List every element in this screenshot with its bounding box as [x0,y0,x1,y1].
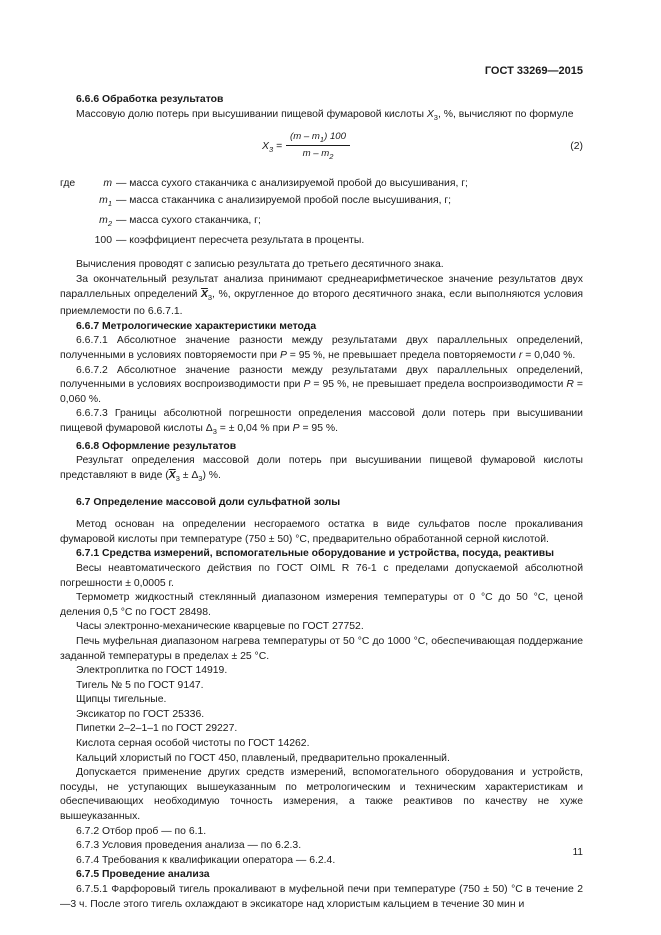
document-id: ГОСТ 33269—2015 [484,65,583,77]
formula-number: (2) [570,141,583,153]
formula-fraction [286,131,350,161]
list-item: Электроплитка по ГОСТ 14919. [76,665,228,677]
list-item: Эксикатор по ГОСТ 25336. [76,708,205,720]
paragraph: 6.6.7.3 Границы абсолютной погрешности определения массовой доли потерь при высушивании пищевой фумаровой кислоты $\Delta_3$ = ± 0,04 % при P = 95 %. [60,408,583,437]
formula-denominator: m – $m_2$ [302,148,334,162]
section-title-6-7-5: 6.7.5 Проведение анализа [76,869,210,881]
page-content [60,93,583,912]
paragraph: 6.6.7.2 Абсолютное значение разности между результатами двух параллельных определений, полученными в условиях воспроизводимости при P = 95 %, не превышает предела воспроизводимости R = 0,060 %. [60,364,583,405]
definition-symbol: $m_2$ [99,215,112,229]
section-title-6-6-6: 6.6.6 Обработка результатов [76,94,224,105]
section-6-7-2: 6.7.2 Отбор проб — по 6.1. [76,825,207,837]
paragraph: Массовую долю потерь при высушивании пищевой фумаровой кислоты $X_3$, %, вычисляют по формуле [76,108,574,122]
list-item: Пипетки 2–2–1–1 по ГОСТ 29227. [76,723,238,735]
section-title-6-7-1: 6.7.1 Средства измерений, вспомогательные оборудование и устройства, посуда, реактивы [76,548,554,560]
paragraph: Метод основан на определении несгораемого остатка в виде сульфатов после прокаливания фумаровой кислоты при температуре (750 ± 50) °С, предварительно обработанной серной кислотой. [60,519,583,545]
definition-symbol: m [103,178,112,190]
list-item: Тигель № 5 по ГОСТ 9147. [76,679,204,691]
definition-row [60,232,583,249]
definition-text: — масса стаканчика с анализируемой пробой после высушивания, г; [116,195,452,207]
paragraph: Вычисления проводят с записью результата до третьего десятичного знака. [76,259,444,271]
paragraph: За окончательный результат анализа принимают среднеарифметическое значение результатов двух параллельных определений $\overline{X}_3$, %, округленное до второго десятичного знака, если выполняются условия приемлемости по 6.6.7.1. [60,274,583,318]
formula-2 [60,127,583,173]
list-item: Печь муфельная диапазоном нагрева температуры от 50 °С до 1000 °С, обеспечивающая поддержание заданной температуры в пределах ± 25 °С. [60,635,583,662]
definition-text: — масса сухого стаканчика с анализируемой пробой до высушивания, г; [116,178,468,190]
definition-text: — коэффициент пересчета результата в проценты. [116,235,365,247]
list-item: Термометр жидкостный стеклянный диапазоном измерения температуры от 0 °С до 50 °С, ценой деления 0,5 °С по ГОСТ 28498. [60,592,583,618]
section-title-6-6-8: 6.6.8 Оформление результатов [76,440,237,452]
definition-row [60,192,583,212]
page-number: 11 [572,847,583,858]
where-label: где [60,178,76,190]
list-item: Кальций хлористый по ГОСТ 450, плавленый, предварительно прокаленный. [76,752,450,764]
section-title-6-6-7: 6.6.7 Метрологические характеристики метода [76,320,317,332]
variable-definitions [60,175,583,249]
definition-symbol: 100 [94,235,112,247]
formula-lhs: $X_3$ = [262,141,283,155]
paragraph: Результат определения массовой доли потерь при высушивании пищевой фумаровой кислоты представляют в виде $(\overline{X}_3 \pm \Delta_3)$ %. [60,455,583,483]
list-item: Кислота серная особой чистоты по ГОСТ 14262. [76,738,310,750]
section-title-6-7: 6.7 Определение массовой доли сульфатной золы [76,496,341,508]
list-item: Щипцы тигельные. [76,694,167,706]
definition-row [60,212,583,232]
list-item: Весы неавтоматического действия по ГОСТ OIML R 76-1 с пределами допускаемой абсолютной погрешности ± 0,0005 г. [60,562,583,589]
paragraph: 6.6.7.1 Абсолютное значение разности между результатами двух параллельных определений, полученными в условиях повторяемости при P = 95 %, не превышает предела повторяемости r = 0,040 %. [60,335,583,362]
definition-symbol: $m_1$ [99,195,112,209]
definition-text: — масса сухого стаканчика, г; [116,215,261,227]
section-6-7-4: 6.7.4 Требования к квалификации оператора — 6.2.4. [76,854,336,866]
list-item: Допускается применение других средств измерений, вспомогательного оборудования и устройств, посуды, не уступающих вышеуказанным по метрологическим и техническим характеристикам и обеспечивающих необходимую точность измерения, а также реактивов по качеству не хуже вышеуказанных. [60,767,583,823]
section-6-7-3: 6.7.3 Условия проведения анализа — по 6.2.3. [76,840,302,852]
formula-numerator: $(m - m_1)$ 100 [286,131,350,146]
paragraph: 6.7.5.1 Фарфоровый тигель прокаливают в муфельной печи при температуре (750 ± 50) °С в течение 2—3 ч. После этого тигель охлаждают в эксикаторе над хлористым кальцием в течение 30 мин и [60,884,583,910]
definition-row [60,175,583,192]
list-item: Часы электронно-механические кварцевые по ГОСТ 27752. [76,621,364,633]
